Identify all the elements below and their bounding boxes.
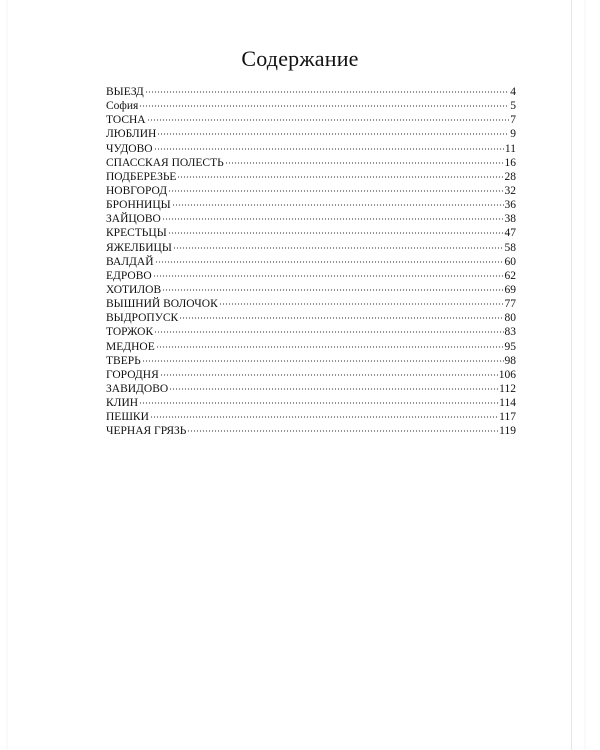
toc-entry [106,255,516,269]
toc-entry-label: БРОННИЦЫ [106,199,171,212]
toc-entry [106,396,516,410]
toc-entry [106,283,516,297]
toc-entry-label: София [106,100,139,113]
toc-entry [106,424,516,438]
toc-entry-page: 69 [504,283,516,296]
toc-entry-label: ТОРЖОК [106,326,154,339]
toc-leader-dots [169,388,498,390]
toc-entry-label: ТВЕРЬ [106,354,141,367]
toc-entry-page: 98 [504,354,516,367]
toc-entry-label: ХОТИЛОВ [106,283,162,296]
toc-entry [106,297,516,311]
toc-entry-label: ЧУДОВО [106,142,153,155]
toc-leader-dots [145,91,509,93]
toc-entry [106,127,516,141]
toc-entry [106,113,516,127]
toc-entry-label: ВАЛДАЙ [106,255,154,268]
toc-entry [106,368,516,382]
toc-leader-dots [173,247,504,249]
toc-entry [106,99,516,113]
toc-entry [106,170,516,184]
toc-entry-page: 9 [510,128,516,141]
toc-leader-dots [157,133,509,135]
toc-entry-page: 7 [510,114,516,127]
page-edge [571,0,572,750]
toc-entry [106,410,516,424]
toc-entry [106,269,516,283]
toc-entry-label: ВЫДРОПУСК [106,312,179,325]
toc-entry-page: 11 [504,142,516,155]
toc-entry-page: 77 [504,298,516,311]
toc-leader-dots [150,416,498,418]
toc-entry-page: 4 [510,86,516,98]
toc-entry [106,156,516,170]
toc-entry-page: 83 [504,326,516,339]
toc-entry-page: 95 [504,340,516,353]
toc-entry-page: 28 [504,170,516,183]
toc-entry-label: ЯЖЕЛБИЦЫ [106,241,172,254]
toc-leader-dots [160,374,498,376]
toc-leader-dots [162,289,503,291]
toc-entry-page: 114 [499,397,516,410]
toc-leader-dots [162,218,504,220]
toc-leader-dots [177,176,503,178]
toc-entry-page: 16 [504,156,516,169]
table-of-contents [106,85,516,439]
toc-entry [106,226,516,240]
toc-entry-label: ЛЮБЛИН [106,128,157,141]
toc-leader-dots [154,148,504,150]
toc-entry-label: СПАССКАЯ ПОЛЕСТЬ [106,156,224,169]
toc-entry-page: 5 [510,100,516,113]
toc-entry-label: МЕДНОЕ [106,340,155,353]
toc-entry [106,184,516,198]
toc-entry-page: 112 [499,382,516,395]
toc-entry-page: 117 [499,411,516,424]
toc-entry [106,382,516,396]
toc-entry-page: 62 [504,269,516,282]
toc-entry-page: 119 [499,425,516,438]
toc-leader-dots [147,119,510,121]
toc-leader-dots [155,261,504,263]
toc-entry-label: НОВГОРОД [106,184,168,197]
toc-entry-label: ГОРОДНЯ [106,368,159,381]
toc-entry [106,325,516,339]
toc-leader-dots [139,105,509,107]
toc-entry-page: 47 [504,227,516,240]
toc-entry [106,241,516,255]
page-title: Содержание [241,46,359,71]
toc-entry-page: 58 [504,241,516,254]
toc-leader-dots [156,346,504,348]
toc-entry-page: 36 [504,199,516,212]
toc-leader-dots [225,162,504,164]
toc-entry-label: ЗАВИДОВО [106,382,169,395]
toc-entry-page: 32 [504,184,516,197]
toc-entry-page: 38 [504,213,516,226]
toc-entry [106,340,516,354]
toc-entry-label: КЛИН [106,397,139,410]
toc-entry [106,311,516,325]
toc-entry-label: ВЫШНИЙ ВОЛОЧОК [106,298,218,311]
toc-entry [106,198,516,212]
toc-entry-label: ЧЕРНАЯ ГРЯЗЬ [106,425,187,438]
toc-entry-page: 106 [498,368,516,381]
toc-entry-label: ЗАЙЦОВО [106,213,161,226]
toc-entry-label: ПЕШКИ [106,411,149,424]
toc-entry-label: ВЫЕЗД [106,86,144,98]
toc-entry-page: 80 [504,312,516,325]
toc-entry [106,212,516,226]
toc-leader-dots [142,360,504,362]
toc-leader-dots [154,331,503,333]
toc-leader-dots [187,430,498,432]
toc-entry-label: ЕДРОВО [106,269,152,282]
toc-entry-label: КРЕСТЬЦЫ [106,227,167,240]
toc-leader-dots [172,204,504,206]
toc-leader-dots [219,303,504,305]
toc-entry-label: ПОДБЕРЕЗЬЕ [106,170,177,183]
toc-entry [106,85,516,99]
toc-entry-label: ТОСНА [106,114,146,127]
toc-leader-dots [168,190,503,192]
toc-entry-page: 60 [504,255,516,268]
toc-leader-dots [179,317,503,319]
toc-entry [106,354,516,368]
toc-leader-dots [139,402,498,404]
toc-entry [106,142,516,156]
toc-leader-dots [168,232,504,234]
toc-leader-dots [153,275,504,277]
